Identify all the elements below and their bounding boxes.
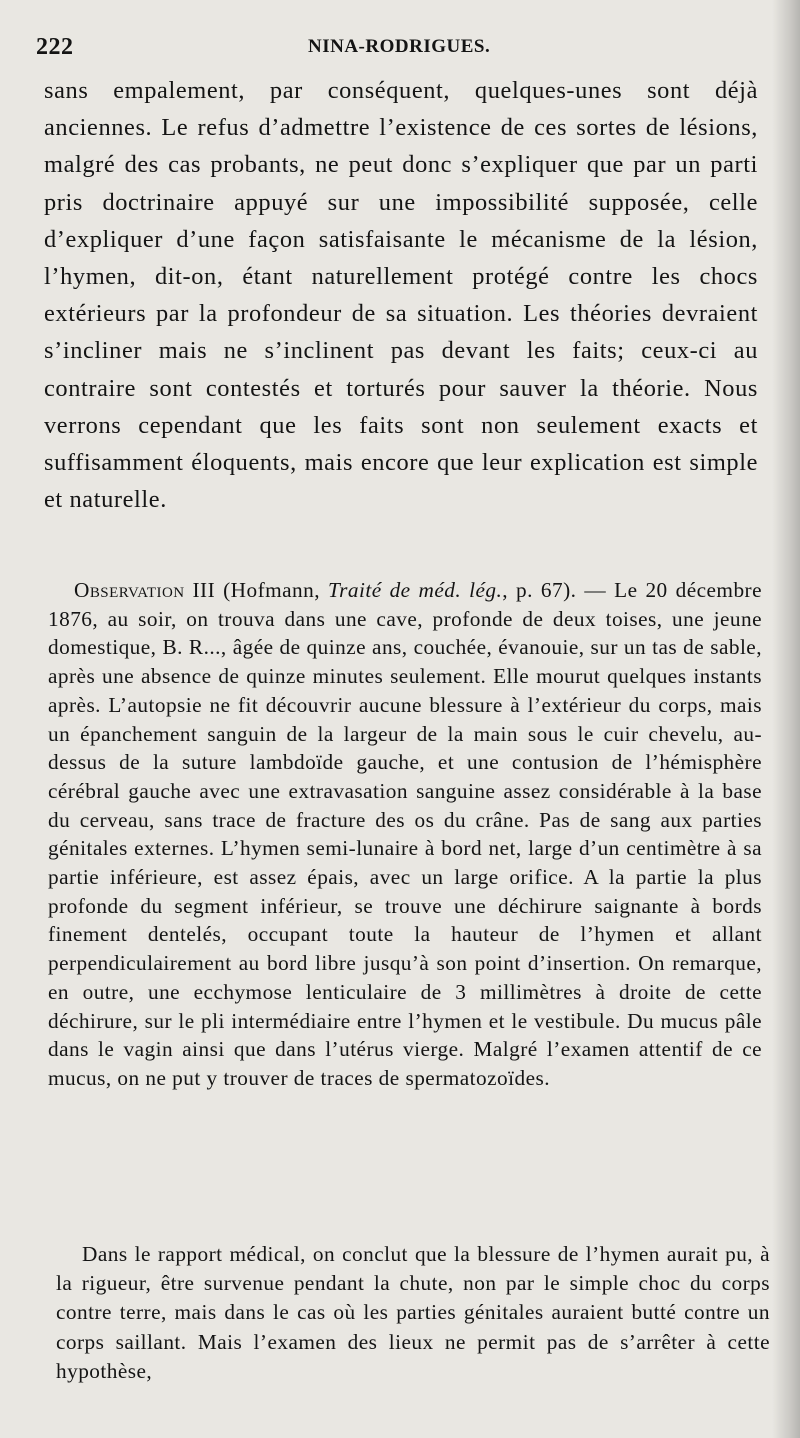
running-head: NINA-RODRIGUES.	[308, 36, 491, 57]
observation-body: Le 20 décembre 1876, au soir, on trouva dans une cave, profonde de deux toises, une jeune domestique, B. R..., âgée de quinze ans, couchée, évanouie, sur un tas de sable, après une absence de quinze minutes seulement. Elle mourut quelques instants après. L’autopsie ne fit découvrir aucune blessure à l’extérieur du corps, mais un épanchement sanguin de la largeur de la main sous le cuir chevelu, au-dessus de la suture lambdoïde gauche, et une contusion de l’hémisphère cérébral gauche avec une extravasation sanguine assez considérable à la base du cerveau, sans trace de fracture des os du crâne. Pas de sang aux parties génitales externes. L’hymen semi-lunaire à bord net, large d’un centimètre à sa partie inférieure, est assez épais, avec un large orifice. A la partie la plus profonde du segment inférieur, se trouve une déchirure saignante à bords finement dentelés, occupant toute la hauteur de l’hymen et allant perpendiculairement au bord libre jusqu’à son point d’insertion. On remarque, en outre, une ecchymose lenticulaire de 3 millimètres à droite de cette déchirure, sur le pli intermédiaire entre l’hymen et le vestibule. Du mucus pâle dans le vagin ainsi que dans l’utérus vierge. Malgré l’examen attentif de ce mucus, on ne put y trouver de traces de spermatozoïdes.	[48, 578, 762, 1090]
page-number: 222	[36, 34, 74, 60]
observation-citation: , p. 67). —	[502, 578, 615, 602]
observation-author: (Hofmann,	[215, 578, 328, 602]
main-paragraph: sans empalement, par conséquent, quelques-unes sont déjà anciennes. Le refus d’admettre l’existence de ces sortes de lésions, malgré des cas probants, ne peut donc s’expliquer que par un parti pris doctrinaire appuyé sur une impossibilité supposée, celle d’expliquer d’une façon satisfaisante le mécanisme de la lésion, l’hymen, dit-on, étant naturellement protégé contre les chocs extérieurs par la profondeur de sa situation. Les théories devraient s’incliner mais ne s’inclinent pas devant les faits; ceux-ci au contraire sont contestés et torturés pour sauver la théorie. Nous verrons cependant que les faits sont non seulement exacts et suffisamment éloquents, mais encore que leur explication est simple et naturelle.	[44, 77, 758, 514]
page-header	[36, 34, 760, 64]
observation-work-title: Traité de méd. lég.	[328, 578, 503, 602]
observation-paragraph	[48, 576, 762, 1093]
report-paragraph: Dans le rapport médical, on conclut que la blessure de l’hymen aurait pu, à la rigueur, être survenue pendant la chute, non par le simple choc du corps contre terre, mais dans le cas où les parties génitales auraient butté contre un corps saillant. Mais l’examen des lieux ne permit pas de s’arrêter à cette hypothèse,	[56, 1242, 770, 1383]
observation-label: Observation III	[74, 578, 216, 602]
